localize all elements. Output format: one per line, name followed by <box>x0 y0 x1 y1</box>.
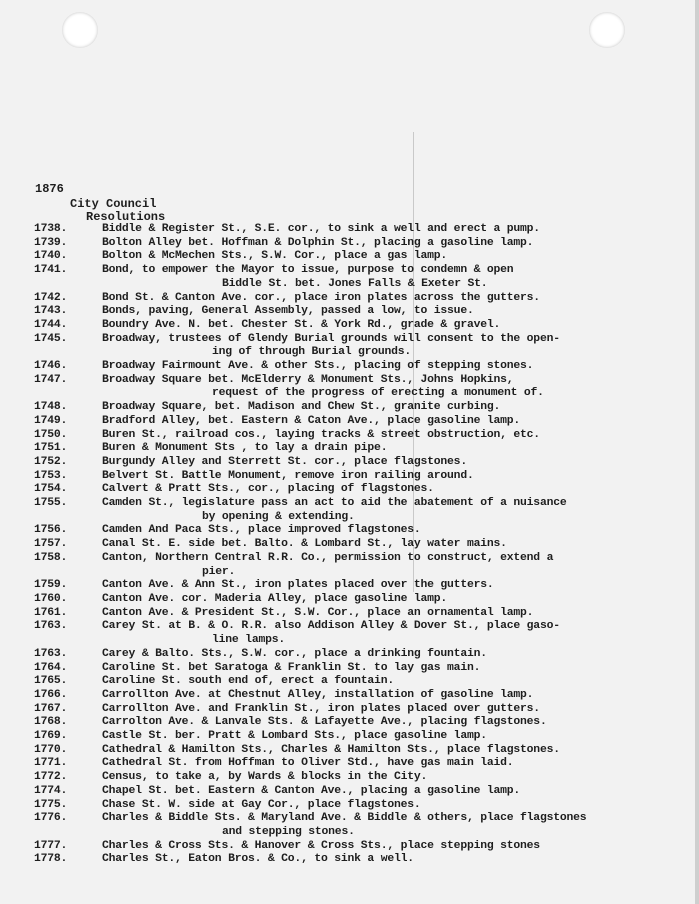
resolution-entry <box>0 524 699 538</box>
resolution-entry <box>0 840 699 854</box>
entry-number: 1744. <box>34 318 68 331</box>
entry-number: 1770. <box>34 743 68 756</box>
entry-text: Broadway Square bet. McElderry & Monument Sts., Johns Hopkins, <box>102 373 514 386</box>
resolution-entry <box>0 552 699 579</box>
entry-number: 1751. <box>34 442 68 455</box>
entry-text: Belvert St. Battle Monument, remove iron railing around. <box>102 469 474 482</box>
entry-number: 1763. <box>34 647 68 660</box>
entry-number: 1753. <box>34 469 68 482</box>
entry-text: Broadway Fairmount Ave. & other Sts., placing of stepping stones. <box>102 360 534 373</box>
entry-continuation: by opening & extending. <box>202 510 355 523</box>
resolution-entry <box>0 785 699 799</box>
entry-number: 1755. <box>34 497 68 510</box>
resolution-entry <box>0 401 699 415</box>
entry-text: Charles St., Eaton Bros. & Co., to sink a well. <box>102 853 414 866</box>
entry-text: Bolton Alley bet. Hoffman & Dolphin St., placing a gasoline lamp. <box>102 236 534 249</box>
entry-number: 1739. <box>34 236 68 249</box>
resolution-entry <box>0 675 699 689</box>
entry-number: 1746. <box>34 360 68 373</box>
entry-continuation: and stepping stones. <box>222 825 355 838</box>
resolution-entry <box>0 292 699 306</box>
entry-number: 1747. <box>34 373 68 386</box>
section-heading: Resolutions <box>86 210 166 224</box>
entry-text: Chapel St. bet. Eastern & Canton Ave., placing a gasoline lamp. <box>102 784 521 797</box>
entry-number: 1738. <box>34 223 68 235</box>
entry-continuation: Biddle St. bet. Jones Falls & Exeter St. <box>222 277 488 290</box>
resolution-entry <box>0 662 699 676</box>
entry-text: Canton Ave. & Ann St., iron plates placed over the gutters. <box>102 579 494 592</box>
entry-number: 1748. <box>34 401 68 414</box>
resolution-entry <box>0 538 699 552</box>
resolution-entry <box>0 703 699 717</box>
punch-hole-left <box>62 12 98 48</box>
entry-number: 1778. <box>34 853 68 866</box>
resolution-entry <box>0 771 699 785</box>
resolution-entry <box>0 237 699 251</box>
resolution-entry <box>0 374 699 401</box>
entry-text: Broadway, trustees of Glendy Burial grounds will consent to the open- <box>102 332 560 345</box>
entry-text: Bond St. & Canton Ave. cor., place iron plates across the gutters. <box>102 291 540 304</box>
department-heading: City Council <box>70 197 157 211</box>
entry-text: Burgundy Alley and Sterrett St. cor., place flagstones. <box>102 455 467 468</box>
entry-number: 1743. <box>34 305 68 318</box>
entry-text: Charles & Cross Sts. & Hanover & Cross Sts., place stepping stones <box>102 839 540 852</box>
entry-text: Bolton & McMechen Sts., S.W. Cor., place a gas lamp. <box>102 250 448 263</box>
entry-text: Canal St. E. side bet. Balto. & Lombard St., lay water mains. <box>102 538 507 551</box>
entry-number: 1742. <box>34 291 68 304</box>
resolution-entry <box>0 305 699 319</box>
entry-number: 1777. <box>34 839 68 852</box>
entry-text: Bond, to empower the Mayor to issue, purpose to condemn & open <box>102 264 514 277</box>
resolution-entry <box>0 689 699 703</box>
resolution-list <box>0 223 699 867</box>
entry-text: Broadway Square, bet. Madison and Chew St., granite curbing. <box>102 401 501 414</box>
entry-number: 1763. <box>34 620 68 633</box>
entry-number: 1750. <box>34 428 68 441</box>
entry-number: 1766. <box>34 688 68 701</box>
entry-text: Biddle & Register St., S.E. cor., to sink a well and erect a pump. <box>102 223 540 235</box>
resolution-entry <box>0 442 699 456</box>
entry-number: 1775. <box>34 798 68 811</box>
resolution-entry <box>0 333 699 360</box>
document-year: 1876 <box>35 182 64 196</box>
entry-text: Caroline St. south end of, erect a fountain. <box>102 675 394 688</box>
entry-text: Carey & Balto. Sts., S.W. cor., place a drinking fountain. <box>102 647 487 660</box>
entry-text: Camden And Paca Sts., place improved flagstones. <box>102 524 421 537</box>
entry-number: 1756. <box>34 524 68 537</box>
entry-number: 1757. <box>34 538 68 551</box>
entry-number: 1761. <box>34 606 68 619</box>
entry-number: 1758. <box>34 551 68 564</box>
resolution-entry <box>0 607 699 621</box>
resolution-entry <box>0 620 699 647</box>
resolution-entry <box>0 799 699 813</box>
entry-continuation: pier. <box>202 565 236 578</box>
resolution-entry <box>0 470 699 484</box>
resolution-entry <box>0 415 699 429</box>
resolution-entry <box>0 497 699 524</box>
resolution-entry <box>0 648 699 662</box>
entry-number: 1767. <box>34 702 68 715</box>
resolution-entry <box>0 264 699 291</box>
resolution-entry <box>0 250 699 264</box>
entry-text: Camden St., legislature pass an act to aid the abatement of a nuisance <box>102 497 567 510</box>
entry-number: 1771. <box>34 757 68 770</box>
resolution-entry <box>0 730 699 744</box>
resolution-entry <box>0 429 699 443</box>
entry-text: Boundry Ave. N. bet. Chester St. & York Rd., grade & gravel. <box>102 318 501 331</box>
entry-number: 1768. <box>34 716 68 729</box>
entry-number: 1760. <box>34 592 68 605</box>
resolution-entry <box>0 579 699 593</box>
entry-text: Cathedral St. from Hoffman to Oliver Std., have gas main laid. <box>102 757 514 770</box>
entry-number: 1765. <box>34 675 68 688</box>
entry-number: 1772. <box>34 771 68 784</box>
resolution-entry <box>0 223 699 237</box>
entry-number: 1749. <box>34 414 68 427</box>
entry-number: 1774. <box>34 784 68 797</box>
entry-text: Canton, Northern Central R.R. Co., permission to construct, extend a <box>102 551 554 564</box>
entry-number: 1740. <box>34 250 68 263</box>
entry-text: Buren St., railroad cos., laying tracks & street obstruction, etc. <box>102 428 540 441</box>
entry-continuation: line lamps. <box>212 634 285 647</box>
punch-hole-right <box>589 12 625 48</box>
entry-text: Calvert & Pratt Sts., cor., placing of flagstones. <box>102 483 434 496</box>
entry-text: Canton Ave. cor. Maderia Alley, place gasoline lamp. <box>102 592 448 605</box>
resolution-entry <box>0 812 699 839</box>
resolution-entry <box>0 757 699 771</box>
resolution-entry <box>0 319 699 333</box>
entry-text: Canton Ave. & President St., S.W. Cor., place an ornamental lamp. <box>102 606 534 619</box>
resolution-entry <box>0 593 699 607</box>
entry-text: Census, to take a, by Wards & blocks in the City. <box>102 771 428 784</box>
entry-text: Carrolton Ave. & Lanvale Sts. & Lafayette Ave., placing flagstones. <box>102 716 547 729</box>
resolution-entry <box>0 716 699 730</box>
entry-text: Cathedral & Hamilton Sts., Charles & Hamilton Sts., place flagstones. <box>102 743 560 756</box>
entry-text: Charles & Biddle Sts. & Maryland Ave. & Biddle & others, place flagstones <box>102 812 587 825</box>
entry-text: Carrollton Ave. and Franklin St., iron plates placed over gutters. <box>102 702 540 715</box>
entry-text: Bonds, paving, General Assembly, passed a low, to issue. <box>102 305 474 318</box>
entry-number: 1741. <box>34 264 68 277</box>
entry-continuation: request of the progress of erecting a monument of. <box>212 387 544 400</box>
entry-number: 1776. <box>34 812 68 825</box>
entry-text: Caroline St. bet Saratoga & Franklin St. to lay gas main. <box>102 661 481 674</box>
resolution-entry <box>0 853 699 867</box>
entry-number: 1752. <box>34 455 68 468</box>
resolution-entry <box>0 483 699 497</box>
entry-text: Carey St. at B. & O. R.R. also Addison Alley & Dover St., place gaso- <box>102 620 560 633</box>
entry-number: 1754. <box>34 483 68 496</box>
entry-text: Chase St. W. side at Gay Cor., place flagstones. <box>102 798 421 811</box>
entry-text: Carrollton Ave. at Chestnut Alley, installation of gasoline lamp. <box>102 688 534 701</box>
entry-number: 1764. <box>34 661 68 674</box>
entry-number: 1745. <box>34 332 68 345</box>
entry-number: 1769. <box>34 730 68 743</box>
entry-text: Castle St. ber. Pratt & Lombard Sts., place gasoline lamp. <box>102 730 487 743</box>
entry-text: Bradford Alley, bet. Eastern & Caton Ave., place gasoline lamp. <box>102 414 521 427</box>
resolution-entry <box>0 744 699 758</box>
entry-text: Buren & Monument Sts , to lay a drain pipe. <box>102 442 388 455</box>
entry-number: 1759. <box>34 579 68 592</box>
resolution-entry <box>0 360 699 374</box>
resolution-entry <box>0 456 699 470</box>
entry-continuation: ing of through Burial grounds. <box>212 346 412 359</box>
